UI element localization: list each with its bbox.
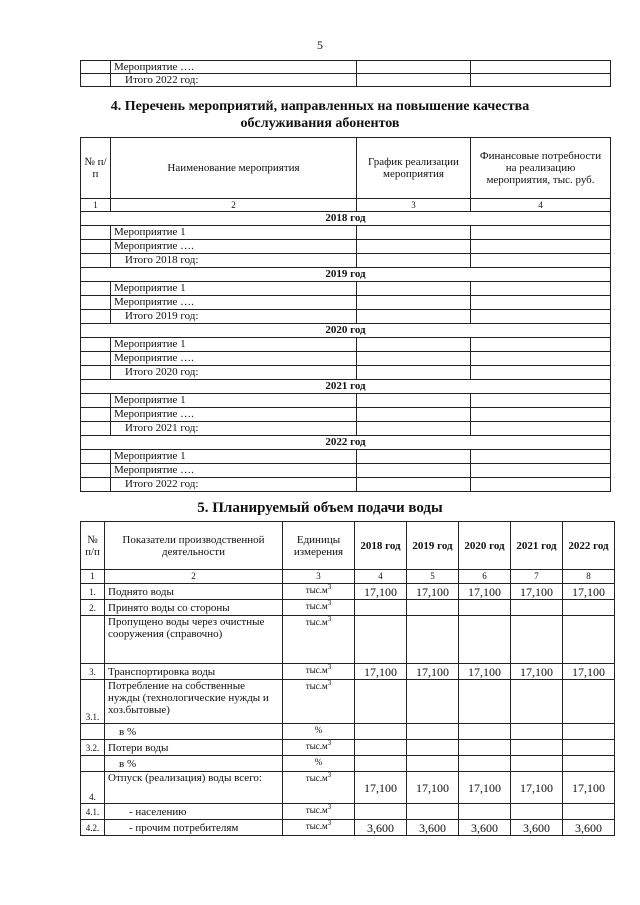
header-num: № п/п xyxy=(81,522,105,570)
year-heading: 2021 год xyxy=(81,380,611,394)
value-cell: 3,600 xyxy=(511,820,563,836)
year-heading: 2019 год xyxy=(81,268,611,282)
col-number: 7 xyxy=(511,570,563,584)
value-cell: 17,100 xyxy=(459,584,511,600)
header-year: 2019 год xyxy=(407,522,459,570)
table-row-total: Итого 2022 год: xyxy=(111,74,357,87)
top-table xyxy=(80,60,611,87)
unit-cell: $тыс.м^3$ xyxy=(283,584,355,600)
unit-cell: % xyxy=(283,724,355,740)
water-supply-table xyxy=(80,521,615,836)
col-number: 4 xyxy=(471,199,611,212)
measure-item: Мероприятие …. xyxy=(111,296,357,310)
row-name: Отпуск (реализация) воды всего: xyxy=(105,772,283,804)
header-finance: Финансовые потребности на реализацию мероприятия, тыс. руб. xyxy=(471,138,611,199)
header-unit: Единицы измерения xyxy=(283,522,355,570)
header-num: № п/п xyxy=(81,138,111,199)
col-number: 5 xyxy=(407,570,459,584)
measure-item: Мероприятие …. xyxy=(111,464,357,478)
col-number: 6 xyxy=(459,570,511,584)
unit-cell: $тыс.м^3$ xyxy=(283,772,355,804)
section4-title-line1: 4. Перечень мероприятий, направленных на повышение качества xyxy=(110,99,530,114)
year-total: Итого 2019 год: xyxy=(111,310,357,324)
row-name: в % xyxy=(105,756,283,772)
value-cell: 17,100 xyxy=(459,772,511,804)
row-num: 3.2. xyxy=(81,740,105,756)
measure-item: Мероприятие 1 xyxy=(111,226,357,240)
year-heading: 2018 год xyxy=(81,212,611,226)
row-name: в % xyxy=(105,724,283,740)
section4-title-line2: обслуживания абонентов xyxy=(240,116,400,131)
year-total: Итого 2020 год: xyxy=(111,366,357,380)
value-cell: 17,100 xyxy=(511,772,563,804)
measure-item: Мероприятие …. xyxy=(111,352,357,366)
row-num: 4. xyxy=(81,772,105,804)
col-number: 8 xyxy=(563,570,615,584)
page-number: 5 xyxy=(317,38,323,52)
value-cell: 17,100 xyxy=(407,584,459,600)
col-number: 3 xyxy=(283,570,355,584)
year-heading: 2020 год xyxy=(81,324,611,338)
value-cell: 17,100 xyxy=(563,584,615,600)
row-num: 2. xyxy=(81,600,105,616)
row-name: Потери воды xyxy=(105,740,283,756)
unit-cell: $тыс.м^3$ xyxy=(283,804,355,820)
value-cell: 17,100 xyxy=(355,584,407,600)
row-name: - прочим потребителям xyxy=(105,820,283,836)
value-cell: 17,100 xyxy=(563,664,615,680)
unit-cell: $тыс.м^3$ xyxy=(283,664,355,680)
value-cell: 3,600 xyxy=(563,820,615,836)
row-num: 4.1. xyxy=(81,804,105,820)
year-total: Итого 2022 год: xyxy=(111,478,357,492)
value-cell: 3,600 xyxy=(355,820,407,836)
value-cell: 17,100 xyxy=(407,664,459,680)
year-total: Итого 2018 год: xyxy=(111,254,357,268)
value-cell: 17,100 xyxy=(355,772,407,804)
header-year: 2022 год xyxy=(563,522,615,570)
unit-cell: $тыс.м^3$ xyxy=(283,616,355,664)
header-schedule: График реализации мероприятия xyxy=(357,138,471,199)
measure-item: Мероприятие …. xyxy=(111,240,357,254)
value-cell: 17,100 xyxy=(459,664,511,680)
row-name: Транспортировка воды xyxy=(105,664,283,680)
unit-cell: $тыс.м^3$ xyxy=(283,600,355,616)
row-num: 1. xyxy=(81,584,105,600)
value-cell: 17,100 xyxy=(407,772,459,804)
row-name: Пропущено воды через очистные сооружения (справочно) xyxy=(105,616,283,664)
header-year: 2018 год xyxy=(355,522,407,570)
measure-item: Мероприятие 1 xyxy=(111,450,357,464)
measure-item: Мероприятие 1 xyxy=(111,338,357,352)
row-name: Поднято воды xyxy=(105,584,283,600)
measure-item: Мероприятие 1 xyxy=(111,282,357,296)
measure-item: Мероприятие …. xyxy=(111,408,357,422)
row-name: Потребление на собственные нужды (технологические нужды и хоз.бытовые) xyxy=(105,680,283,724)
measures-table xyxy=(80,137,611,492)
value-cell: 17,100 xyxy=(563,772,615,804)
header-indicator: Показатели производственной деятельности xyxy=(105,522,283,570)
row-num: 4.2. xyxy=(81,820,105,836)
header-year: 2020 год xyxy=(459,522,511,570)
row-name: Принято воды со стороны xyxy=(105,600,283,616)
row-name: - населению xyxy=(105,804,283,820)
year-heading: 2022 год xyxy=(81,436,611,450)
col-number: 1 xyxy=(81,570,105,584)
row-num: 3.1. xyxy=(81,680,105,724)
value-cell: 17,100 xyxy=(511,664,563,680)
value-cell: 17,100 xyxy=(355,664,407,680)
measure-item: Мероприятие 1 xyxy=(111,394,357,408)
header-name: Наименование мероприятия xyxy=(111,138,357,199)
col-number: 2 xyxy=(111,199,357,212)
row-num: 3. xyxy=(81,664,105,680)
table-row-name: Мероприятие …. xyxy=(111,61,357,74)
unit-cell: $тыс.м^3$ xyxy=(283,820,355,836)
col-number: 3 xyxy=(357,199,471,212)
section5-title: 5. Планируемый объем подачи воды xyxy=(197,500,443,516)
unit-cell: % xyxy=(283,756,355,772)
year-total: Итого 2021 год: xyxy=(111,422,357,436)
col-number: 4 xyxy=(355,570,407,584)
header-year: 2021 год xyxy=(511,522,563,570)
value-cell: 3,600 xyxy=(459,820,511,836)
unit-cell: $тыс.м^3$ xyxy=(283,740,355,756)
value-cell: 17,100 xyxy=(511,584,563,600)
col-number: 2 xyxy=(105,570,283,584)
col-number: 1 xyxy=(81,199,111,212)
value-cell: 3,600 xyxy=(407,820,459,836)
unit-cell: $тыс.м^3$ xyxy=(283,680,355,724)
